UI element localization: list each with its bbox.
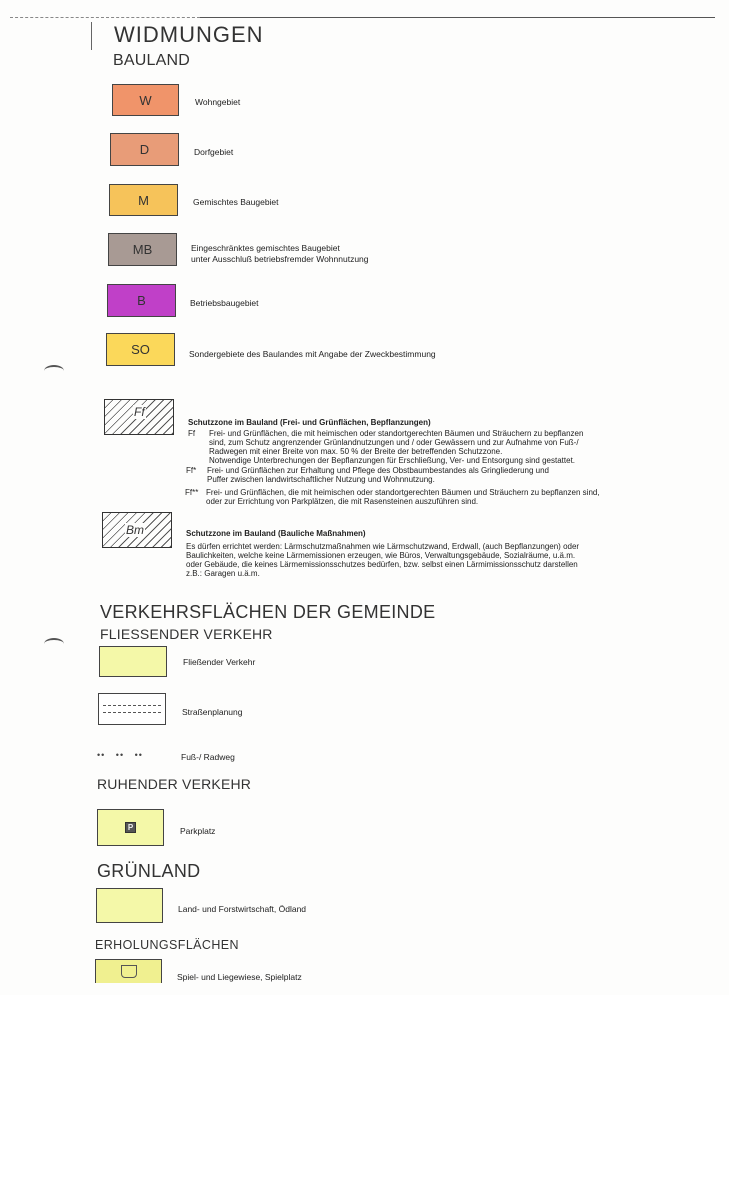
swatch-d bbox=[110, 133, 179, 166]
ff-text-line: Radwegen mit einer Breite von max. 50 % der Breite der betreffenden Schutzzone. bbox=[209, 447, 503, 456]
legend-label-wohngebiet: Wohngebiet bbox=[195, 97, 241, 107]
ff-dstar-text-line: oder zur Errichtung von Parkplätzen, die mit Rasensteinen auszuführen sind. bbox=[206, 497, 479, 506]
hatch-code: Ff bbox=[134, 405, 145, 419]
subsection-title-ruhend: RUHENDER VERKEHR bbox=[97, 776, 252, 792]
legend-label-gemischt: Gemischtes Baugebiet bbox=[193, 197, 279, 207]
legend-label-betrieb: Betriebsbaugebiet bbox=[190, 298, 259, 308]
frame-line bbox=[91, 22, 92, 50]
schutzzone-bm-title: Schutzzone im Bauland (Bauliche Maßnahmen) bbox=[186, 529, 366, 538]
swatch-code: MB bbox=[132, 242, 153, 257]
ff-dstar-mark: Ff** bbox=[185, 488, 199, 497]
dash-line bbox=[103, 712, 161, 713]
ff-text-line: sind, zum Schutz angrenzender Grünlandnutzungen und / oder Gewässern und zur Aufnahme von Fuß-/ bbox=[209, 438, 579, 447]
swatch-code: D bbox=[139, 142, 150, 157]
hatch-code: Bm bbox=[126, 523, 144, 537]
dash-line bbox=[103, 705, 161, 706]
dotted-line-symbol: •• •• •• bbox=[97, 750, 143, 760]
hatch-swatch-bm bbox=[102, 512, 172, 548]
playground-icon bbox=[121, 965, 137, 978]
swatch-gruenland bbox=[96, 888, 163, 923]
section-title-bauland: BAULAND bbox=[113, 52, 190, 69]
swatch-code: SO bbox=[131, 342, 150, 357]
swatch-code: M bbox=[138, 192, 149, 208]
legend-label-strassenplanung: Straßenplanung bbox=[182, 707, 243, 717]
top-border-line bbox=[200, 17, 715, 18]
ff-star-mark: Ff* bbox=[186, 466, 197, 475]
scan-edge-line bbox=[10, 17, 200, 19]
swatch-parkplatz bbox=[97, 809, 164, 846]
swatch-mb bbox=[108, 233, 177, 266]
ff-star-text-line: Frei- und Grünflächen zur Erhaltung und Pflege des Obstbaumbestandes als Gringliederung und bbox=[207, 466, 549, 475]
parking-icon: P bbox=[125, 822, 136, 833]
legend-label-mb-line2: unter Ausschluß betriebsfremder Wohnnutzung bbox=[191, 254, 369, 264]
swatch-so bbox=[106, 333, 175, 366]
legend-label-dorfgebiet: Dorfgebiet bbox=[194, 147, 234, 157]
page-title: WIDMUNGEN bbox=[114, 22, 264, 47]
legend-label-parkplatz: Parkplatz bbox=[180, 826, 216, 836]
ff-text-line: Frei- und Grünflächen, die mit heimischen oder standortgerechten Bäumen und Sträuchern zu bepflanzen bbox=[209, 429, 584, 438]
schutzzone-ff-title: Schutzzone im Bauland (Frei- und Grünflächen, Bepflanzungen) bbox=[188, 418, 431, 427]
punch-hole-mark bbox=[44, 638, 64, 650]
bm-text-line: z.B.: Garagen u.ä.m. bbox=[186, 569, 260, 578]
punch-hole-mark bbox=[44, 365, 64, 377]
swatch-code: B bbox=[137, 293, 146, 308]
ff-mark: Ff bbox=[188, 429, 196, 438]
legend-label-sondergebiete: Sondergebiete des Baulandes mit Angabe der Zweckbestimmung bbox=[189, 349, 436, 359]
legend-label-gruenland: Land- und Forstwirtschaft, Ödland bbox=[178, 904, 307, 914]
legend-label-fussweg: Fuß-/ Radweg bbox=[181, 752, 235, 762]
bm-text-line: Es dürfen errichtet werden: Lärmschutzmaßnahmen wie Lärmschutzwand, Erdwall, (auch Bepflanzungen) oder bbox=[186, 542, 580, 551]
section-title-erholung: ERHOLUNGSFLÄCHEN bbox=[95, 938, 239, 952]
hatch-swatch-ff bbox=[104, 399, 174, 435]
swatch-fliessender-verkehr bbox=[99, 646, 167, 677]
ff-dstar-text-line: Frei- und Grünflächen, die mit heimischen oder standortgerechten Bäumen und Sträuchern zu bepflanzen sind, bbox=[206, 488, 600, 497]
section-title-gruenland: GRÜNLAND bbox=[97, 861, 201, 881]
ff-text-line: Notwendige Unterbrechungen der Bepflanzungen für Erschließung, Ver- und Entsorgung sind gestattet. bbox=[209, 456, 576, 465]
legend-label-fliessend: Fließender Verkehr bbox=[183, 657, 256, 667]
section-title-verkehr: VERKEHRSFLÄCHEN DER GEMEINDE bbox=[100, 602, 436, 622]
subsection-title-fliessend: FLIESSENDER VERKEHR bbox=[100, 626, 273, 642]
legend-label-mb-line1: Eingeschränktes gemischtes Baugebiet bbox=[191, 243, 340, 253]
swatch-b bbox=[107, 284, 176, 317]
swatch-m bbox=[109, 184, 178, 216]
swatch-strassenplanung bbox=[98, 693, 166, 725]
bm-text-line: oder Gebäude, die keines Lärmemissionsschutzes bedürfen, bzw. selbst einen Lärmimissionsschutz darstellen bbox=[186, 560, 578, 569]
swatch-w bbox=[112, 84, 179, 116]
swatch-code: W bbox=[139, 92, 152, 108]
bm-text-line: Baulichkeiten, welche keine Lärmemissionen erzeugen, wie Büros, Verwaltungsgebäude, Sozialräume, u.ä.m. bbox=[186, 551, 576, 560]
ff-star-text-line: Puffer zwischen landwirtschaftlicher Nutzung und Wohnnutzung. bbox=[207, 475, 435, 484]
legend-label-erholung: Spiel- und Liegewiese, Spielplatz bbox=[177, 972, 302, 982]
swatch-erholung bbox=[95, 959, 162, 983]
